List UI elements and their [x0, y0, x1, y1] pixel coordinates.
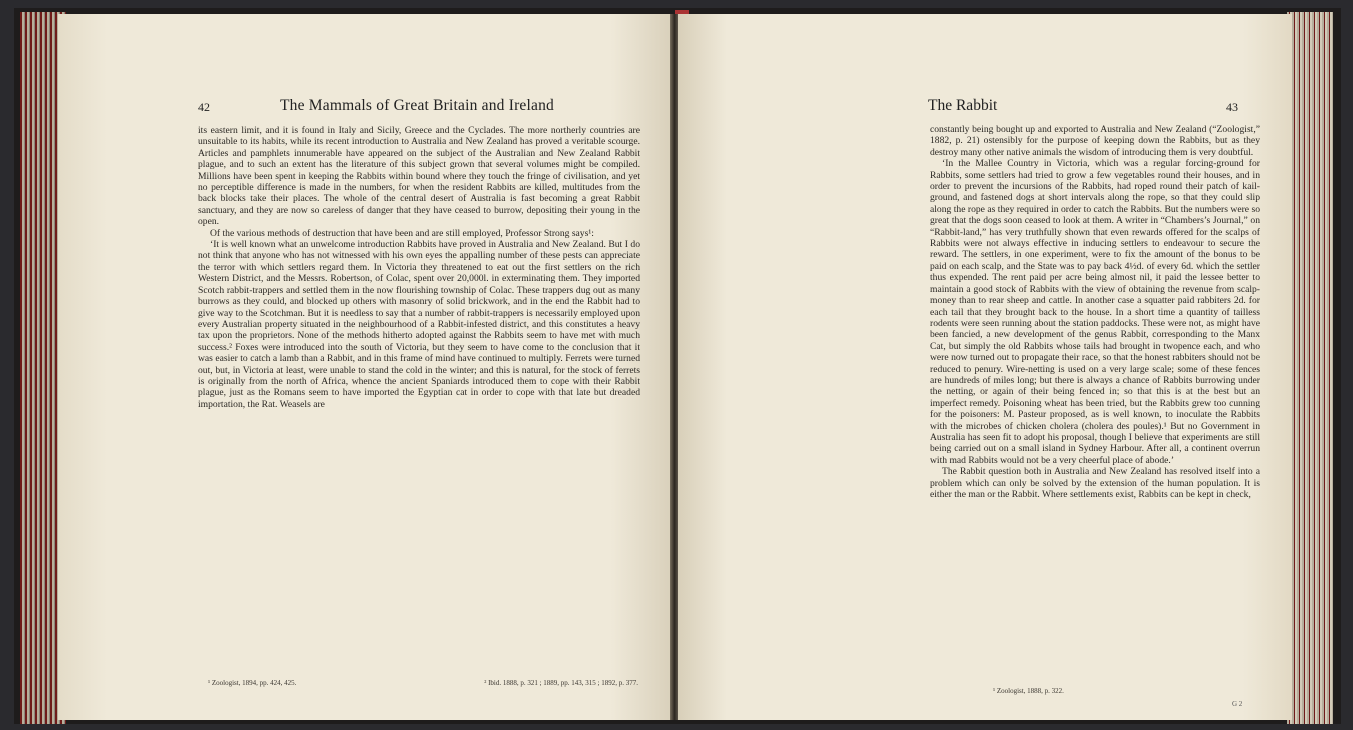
right-page-number: 43 [1226, 100, 1238, 114]
footnote: ¹ Zoologist, 1894, pp. 424, 425. [208, 679, 297, 687]
paragraph: ‘In the Mallee Country in Victoria, which was a regular forcing-ground for Rabbits, some settlers had tried to grow a few vegetables round their houses, and in order to prevent the incursions of the Rabbits, had roped round their patch of kail-ground, and fastened dogs at short intervals along the rope, so that they could slip along the rope as they required in order to catch the Rabbits. But the numbers were so great that the dogs soon ceased to look at them. A writer in “Chambers’s Journal,” on “Rabbit-land,” has very truthfully shown that even rewards offered for the scalps of Rabbits were not always effective in inducing settlers to endeavour to secure the reward. The settlers, in one experiment, were to fix the amount of the bonus to be paid on each scalp, and the State was to pay back 4½d. of every 6d. which the settler thus expended. The rent paid per acre being almost nil, it paid the lessee better to maintain a good stock of Rabbits with the view of obtaining the revenue from scalp-money than to rear sheep and cattle. In another case a squatter paid rabbiters 2d. for each tail that they brought back to the house. In a short time a quantity of tailless rodents were seen running about the station paddocks. These were not, as might have been fancied, a new development of the genus Rabbit, corresponding to the Manx Cat, but simply the old Rabbits whose tails had brought in twopence each, and who were now turned out to propagate their race, so that the honest rabbiters should not be reduced to penury. Wire-netting is used on a very large scale; some of these fences are hundreds of miles long; but there is always a chance of Rabbits burrowing under the netting, or again of their being fenced in; so that this is at the best but an imperfect remedy. Poisoning wheat has been tried, but the Rabbits grew too cunning for the poisoners: M. Pasteur proposed, as is well known, to inoculate the Rabbits with the microbes of chicken cholera (cholera des poules).¹ But no Government in Australia has seen fit to adopt his proposal, though I believe that experiments are still being carried out on a small island in Sydney Harbour. After all, a continent overrun with mad Rabbits would not be a very cheerful place of abode.’ [930, 158, 1260, 466]
footnote: ² Ibid. 1888, p. 321 ; 1889, pp. 143, 315 ; 1892, p. 377. [484, 679, 638, 687]
paragraph: its eastern limit, and it is found in Italy and Sicily, Greece and the Cyclades. The more northerly countries are unsuitable to its habits, while its recent introduction to Australia and New Zealand has proved a veritable scourge. Articles and pamphlets innumerable have appeared on the subject of the Australian and New Zealand Rabbit plague, and to such an extent has the literature of this subject grown that several volumes might be compiled. Millions have been spent in keeping the Rabbits within bound where they touch the fringe of civilisation, and yet no perceptible difference is made in the numbers, for when the resident Rabbits are killed, multitudes from the back blocks take their places. The whole of the central desert of Australia is fast becoming a great Rabbit sanctuary, and they are now so careless of danger that they have ceased to burrow, depositing their young in the open. [198, 125, 640, 228]
left-page-body [198, 125, 640, 410]
page-edges-right [1287, 12, 1333, 724]
footnote: ¹ Zoologist, 1888, p. 322. [993, 687, 1064, 695]
left-page-number: 42 [198, 100, 210, 114]
paragraph: constantly being bought up and exported to Australia and New Zealand (“Zoologist,” 1882, p. 21) ostensibly for the purpose of keeping down the Rabbits, but as they destroy many other native animals the wisdom of introducing them is very doubtful. [930, 124, 1260, 158]
right-footnotes [993, 687, 1253, 695]
right-page [678, 14, 1292, 720]
paragraph: ‘It is well known what an unwelcome introduction Rabbits have proved in Australia and New Zealand. But I do not think that anyone who has not witnessed with his own eyes the appalling number of these pests can appreciate the terror with which settlers regard them. In Victoria they threatened to eat out the first settlers on the rich Western District, and the Messrs. Robertson, of Colac, spent over 20,000l. in exterminating them. They imported Scotch rabbit-trappers and settled them in the now flourishing township of Colac. These trappers dug out as many burrows as they could, and blocked up others with masonry of solid brickwork, and in the end the Rabbit had to give way to the Scotchman. But it is needless to say that a number of rabbit-trappers is necessarily employed upon every Australian property situated in the neighbourhood of a Rabbit-infested district, and this constitutes a heavy tax upon the proprietors. None of the methods hitherto adopted against the Rabbits seem to have met with much success.² Foxes were introduced into the south of Victoria, but they seem to have come to the conclusion that it was easier to catch a lamb than a Rabbit, and in this frame of mind have continued to multiply. Ferrets were turned out, but, in Victoria at least, were unable to stand the cold in the winter; and this is natural, for the stock of ferrets is originally from the north of Africa, whence the ancient Spaniards introduced them to cope with their Rabbit plague, just as the Romans seem to have imported the Egyptian cat in order to cope with that late but dreaded importation, the Rat. Weasels are [198, 239, 640, 410]
left-page [58, 14, 672, 720]
left-footnotes [208, 679, 638, 687]
paragraph: The Rabbit question both in Australia and New Zealand has resolved itself into a problem which can only be solved by the extension of the human population. It is either the man or the Rabbit. Where settlements exist, Rabbits can be kept in check, [930, 466, 1260, 500]
left-running-head: The Mammals of Great Britain and Ireland [280, 97, 554, 114]
right-page-body [930, 124, 1260, 500]
signature-mark: G 2 [1232, 700, 1243, 708]
right-running-head: The Rabbit [928, 97, 998, 114]
paragraph: Of the various methods of destruction that have been and are still employed, Professor Strong says¹: [210, 227, 594, 239]
